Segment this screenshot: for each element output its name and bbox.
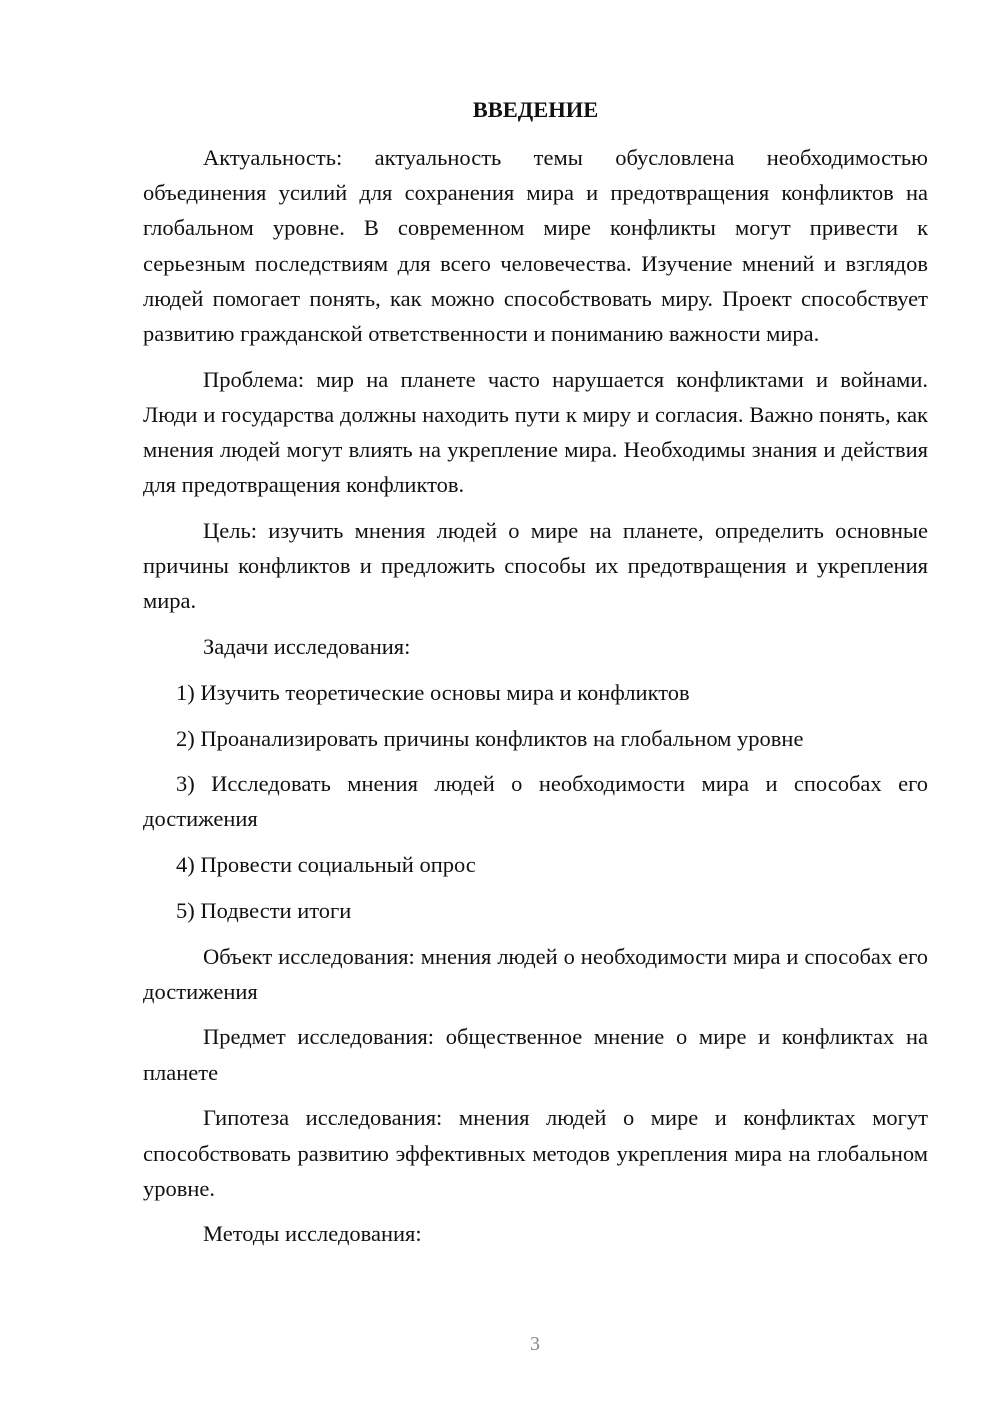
tasks-heading: Задачи исследования: — [203, 634, 411, 660]
hypothesis-paragraph: Гипотеза исследования: мнения людей о мире и конфликтах могут способствовать развитию эффективных методов укрепления мира на глобальном уровне. — [143, 1105, 928, 1201]
object-paragraph: Объект исследования: мнения людей о необходимости мира и способах его достижения — [143, 943, 928, 1004]
relevance-paragraph: Актуальность: актуальность темы обусловлена необходимостью объединения усилий для сохранения мира и предотвращения конфликтов на глобальном уровне. В современном мире конфликты могут привести к серьезным последствиям для всего человечества. Изучение мнений и взглядов людей помогает понять, как можно способствовать миру. Проект способствует развитию гражданской ответственности и пониманию важности мира. — [143, 145, 928, 347]
page-content — [143, 96, 928, 1262]
page-number: 3 — [530, 1333, 540, 1355]
task-item: 2) Проанализировать причины конфликтов на глобальном уровне — [176, 725, 804, 751]
methods-heading: Методы исследования: — [203, 1221, 422, 1247]
goal-paragraph: Цель: изучить мнения людей о мире на планете, определить основные причины конфликтов и предложить способы их предотвращения и укрепления мира. — [143, 518, 928, 614]
section-title: ВВЕДЕНИЕ — [472, 97, 599, 122]
task-item: 1) Изучить теоретические основы мира и конфликтов — [176, 679, 690, 705]
subject-paragraph: Предмет исследования: общественное мнение о мире и конфликтах на планете — [143, 1024, 928, 1085]
task-item: 4) Провести социальный опрос — [176, 852, 476, 878]
problem-paragraph: Проблема: мир на планете часто нарушается конфликтами и войнами. Люди и государства должны находить пути к миру и согласия. Важно понять, как мнения людей могут влиять на укрепление мира. Необходимы знания и действия для предотвращения конфликтов. — [143, 366, 928, 498]
task-item: 5) Подвести итоги — [176, 897, 352, 923]
task-item: 3) Исследовать мнения людей о необходимости мира и способах его достижения — [143, 771, 928, 832]
